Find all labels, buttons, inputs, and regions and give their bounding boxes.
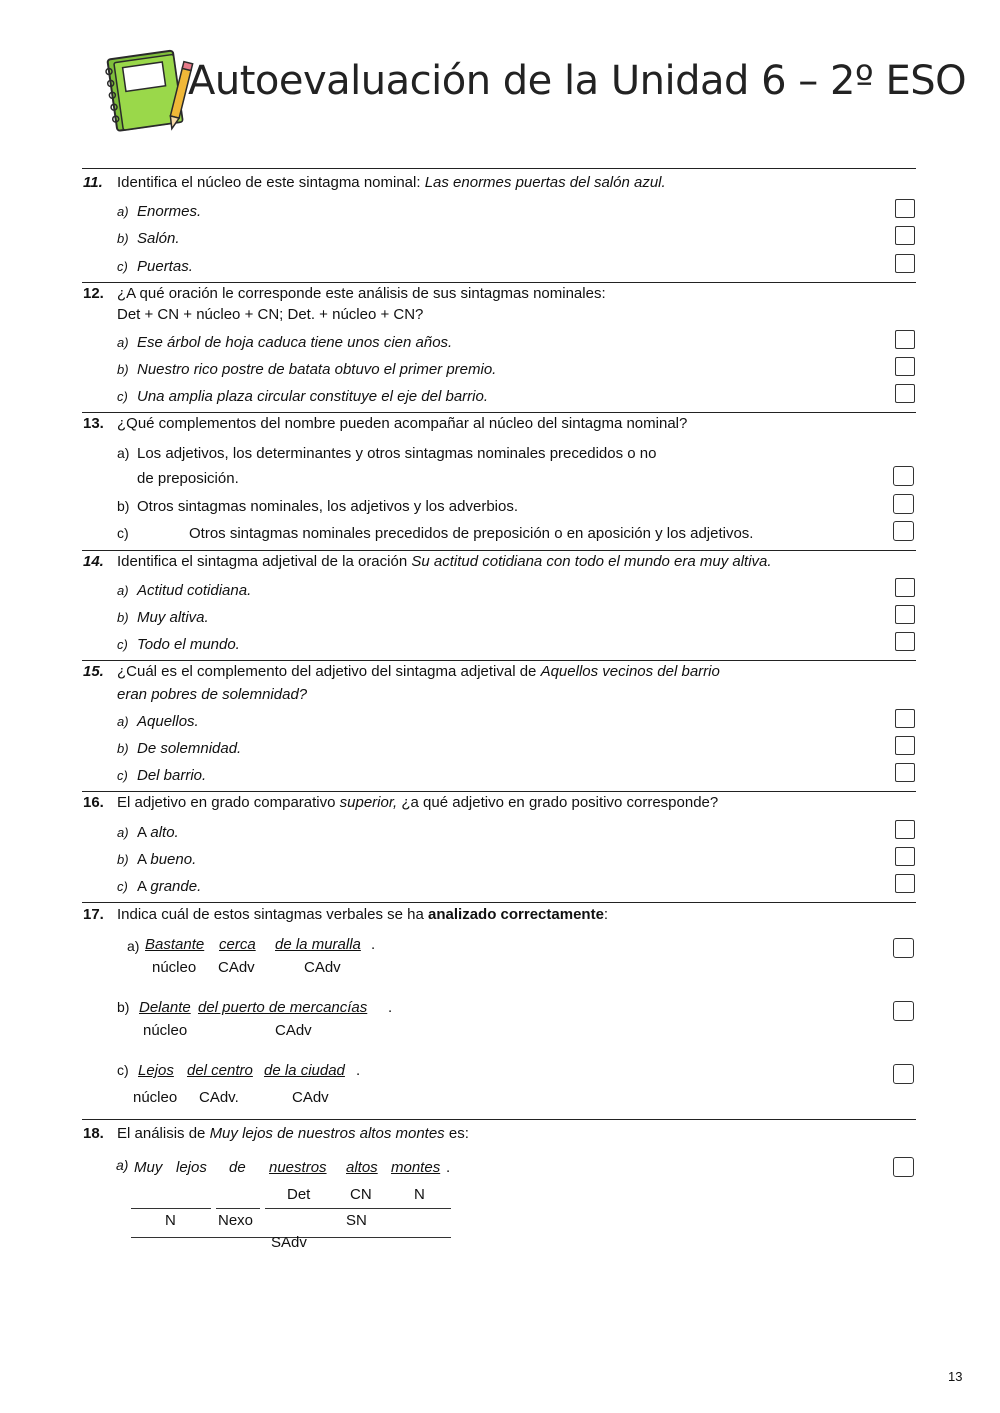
option-15a: a) Aquellos. (117, 713, 199, 730)
answer-checkbox-16a[interactable] (895, 820, 915, 839)
period: . (371, 936, 376, 953)
option-16a: a) A alto. (117, 824, 179, 841)
option-14c: c) Todo el mundo. (117, 636, 240, 653)
answer-checkbox-15b[interactable] (895, 736, 915, 755)
word-muy: Muy (134, 1159, 163, 1176)
answer-checkbox-12a[interactable] (895, 330, 915, 349)
label-cn: CN (350, 1186, 372, 1203)
question-16: 16. El adjetivo en grado comparativo superior, ¿a qué adjetivo en grado positivo corresponde? (83, 794, 719, 811)
word-delante: Delante (139, 999, 191, 1016)
option-13a-line2: de preposición. (137, 470, 239, 487)
answer-checkbox-16c[interactable] (895, 874, 915, 893)
answer-checkbox-17a[interactable] (893, 938, 914, 958)
question-18: 18. El análisis de Muy lejos de nuestros altos montes es: (83, 1125, 469, 1142)
answer-checkbox-13a[interactable] (893, 466, 914, 486)
option-16c: c) A grande. (117, 878, 202, 895)
option-14b: b) Muy altiva. (117, 609, 209, 626)
option-15c: c) Del barrio. (117, 767, 207, 784)
option-14a: a) Actitud cotidiana. (117, 582, 252, 599)
question-14: 14. Identifica el sintagma adjetival de la oración Su actitud cotidiana con todo el mundo era muy altiva. (83, 553, 772, 570)
label-n: N (165, 1212, 176, 1229)
label-cadv: CAdv (275, 1022, 312, 1039)
label-cadv: CAdv (292, 1089, 329, 1106)
answer-checkbox-14b[interactable] (895, 605, 915, 624)
option-15b: b) De solemnidad. (117, 740, 242, 757)
label-cadv: CAdv. (199, 1089, 239, 1106)
answer-checkbox-15c[interactable] (895, 763, 915, 782)
word-del-centro: del centro (187, 1062, 253, 1079)
answer-checkbox-13b[interactable] (893, 494, 914, 514)
word-de: de (229, 1159, 246, 1176)
label-nexo: Nexo (218, 1212, 254, 1229)
label-nucleo: núcleo (152, 959, 197, 976)
word-cerca: cerca (219, 936, 256, 953)
answer-checkbox-18a[interactable] (893, 1157, 914, 1177)
option-11a: a) Enormes. (117, 203, 202, 220)
option-17a-letter: a) (127, 938, 140, 954)
period: . (388, 999, 393, 1016)
answer-checkbox-13c[interactable] (893, 521, 914, 541)
divider (82, 902, 916, 903)
option-18a-letter: a) (116, 1157, 129, 1173)
label-n: N (414, 1186, 425, 1203)
answer-checkbox-15a[interactable] (895, 709, 915, 728)
answer-checkbox-11c[interactable] (895, 254, 915, 273)
bracket-line (265, 1208, 451, 1209)
label-nucleo: núcleo (133, 1089, 178, 1106)
word-de-la-ciudad: de la ciudad (264, 1062, 345, 1079)
word-altos: altos (346, 1159, 378, 1176)
label-nucleo: núcleo (143, 1022, 188, 1039)
answer-checkbox-11a[interactable] (895, 199, 915, 218)
question-15-line2: eran pobres de solemnidad? (117, 686, 308, 703)
answer-checkbox-12c[interactable] (895, 384, 915, 403)
divider (82, 412, 916, 413)
divider (82, 1119, 916, 1120)
bracket-line (216, 1208, 260, 1209)
question-13: 13. ¿Qué complementos del nombre pueden acompañar al núcleo del sintagma nominal? (83, 415, 688, 432)
word-montes: montes (391, 1159, 441, 1176)
option-16b: b) A bueno. (117, 851, 197, 868)
page-title: Autoevaluación de la Unidad 6 – 2º ESO (188, 58, 967, 104)
answer-checkbox-17b[interactable] (893, 1001, 914, 1021)
divider (82, 791, 916, 792)
period: . (356, 1062, 361, 1079)
option-12a: a) Ese árbol de hoja caduca tiene unos cien años. (117, 334, 453, 351)
question-17: 17. Indica cuál de estos sintagmas verbales se ha analizado correctamente: (83, 906, 609, 923)
page-number: 13 (948, 1369, 963, 1384)
option-17c-letter: c) (117, 1062, 129, 1078)
period: . (446, 1159, 451, 1176)
option-13a: a) Los adjetivos, los determinantes y otros sintagmas nominales precedidos o no (117, 445, 657, 462)
answer-checkbox-17c[interactable] (893, 1064, 914, 1084)
question-15: 15. ¿Cuál es el complemento del adjetivo del sintagma adjetival de Aquellos vecinos del barrio (83, 663, 720, 680)
word-bastante: Bastante (145, 936, 205, 953)
question-12: 12. ¿A qué oración le corresponde este análisis de sus sintagmas nominales: (83, 285, 606, 302)
divider (82, 660, 916, 661)
answer-checkbox-14a[interactable] (895, 578, 915, 597)
word-del-puerto-de-mercancias: del puerto de mercancías (198, 999, 368, 1016)
divider (82, 282, 916, 283)
label-cadv: CAdv (304, 959, 341, 976)
notebook-pencil-icon (100, 40, 200, 135)
divider (82, 550, 916, 551)
option-12c: c) Una amplia plaza circular constituye el eje del barrio. (117, 388, 489, 405)
answer-checkbox-11b[interactable] (895, 226, 915, 245)
answer-checkbox-16b[interactable] (895, 847, 915, 866)
question-11: 11. Identifica el núcleo de este sintagma nominal: Las enormes puertas del salón azul. (83, 174, 666, 191)
option-11b: b) Salón. (117, 230, 180, 247)
label-sn: SN (346, 1212, 367, 1229)
word-lejos: Lejos (138, 1062, 174, 1079)
option-11c: c) Puertas. (117, 258, 193, 275)
label-sadv: SAdv (271, 1234, 307, 1251)
option-12b: b) Nuestro rico postre de batata obtuvo el primer premio. (117, 361, 497, 378)
label-det: Det (287, 1186, 311, 1203)
option-13b: b) Otros sintagmas nominales, los adjetivos y los adverbios. (117, 498, 519, 515)
question-12-line2: Det + CN + núcleo + CN; Det. + núcleo + CN? (117, 306, 424, 323)
word-de-la-muralla: de la muralla (275, 936, 361, 953)
answer-checkbox-12b[interactable] (895, 357, 915, 376)
label-cadv: CAdv (218, 959, 255, 976)
option-13c: c) Otros sintagmas nominales precedidos de preposición o en aposición y los adjetivos. (117, 525, 754, 542)
word-nuestros: nuestros (269, 1159, 327, 1176)
bracket-line (131, 1208, 211, 1209)
answer-checkbox-14c[interactable] (895, 632, 915, 651)
word-lejos: lejos (176, 1159, 207, 1176)
divider (82, 168, 916, 169)
option-17b-letter: b) (117, 999, 130, 1015)
